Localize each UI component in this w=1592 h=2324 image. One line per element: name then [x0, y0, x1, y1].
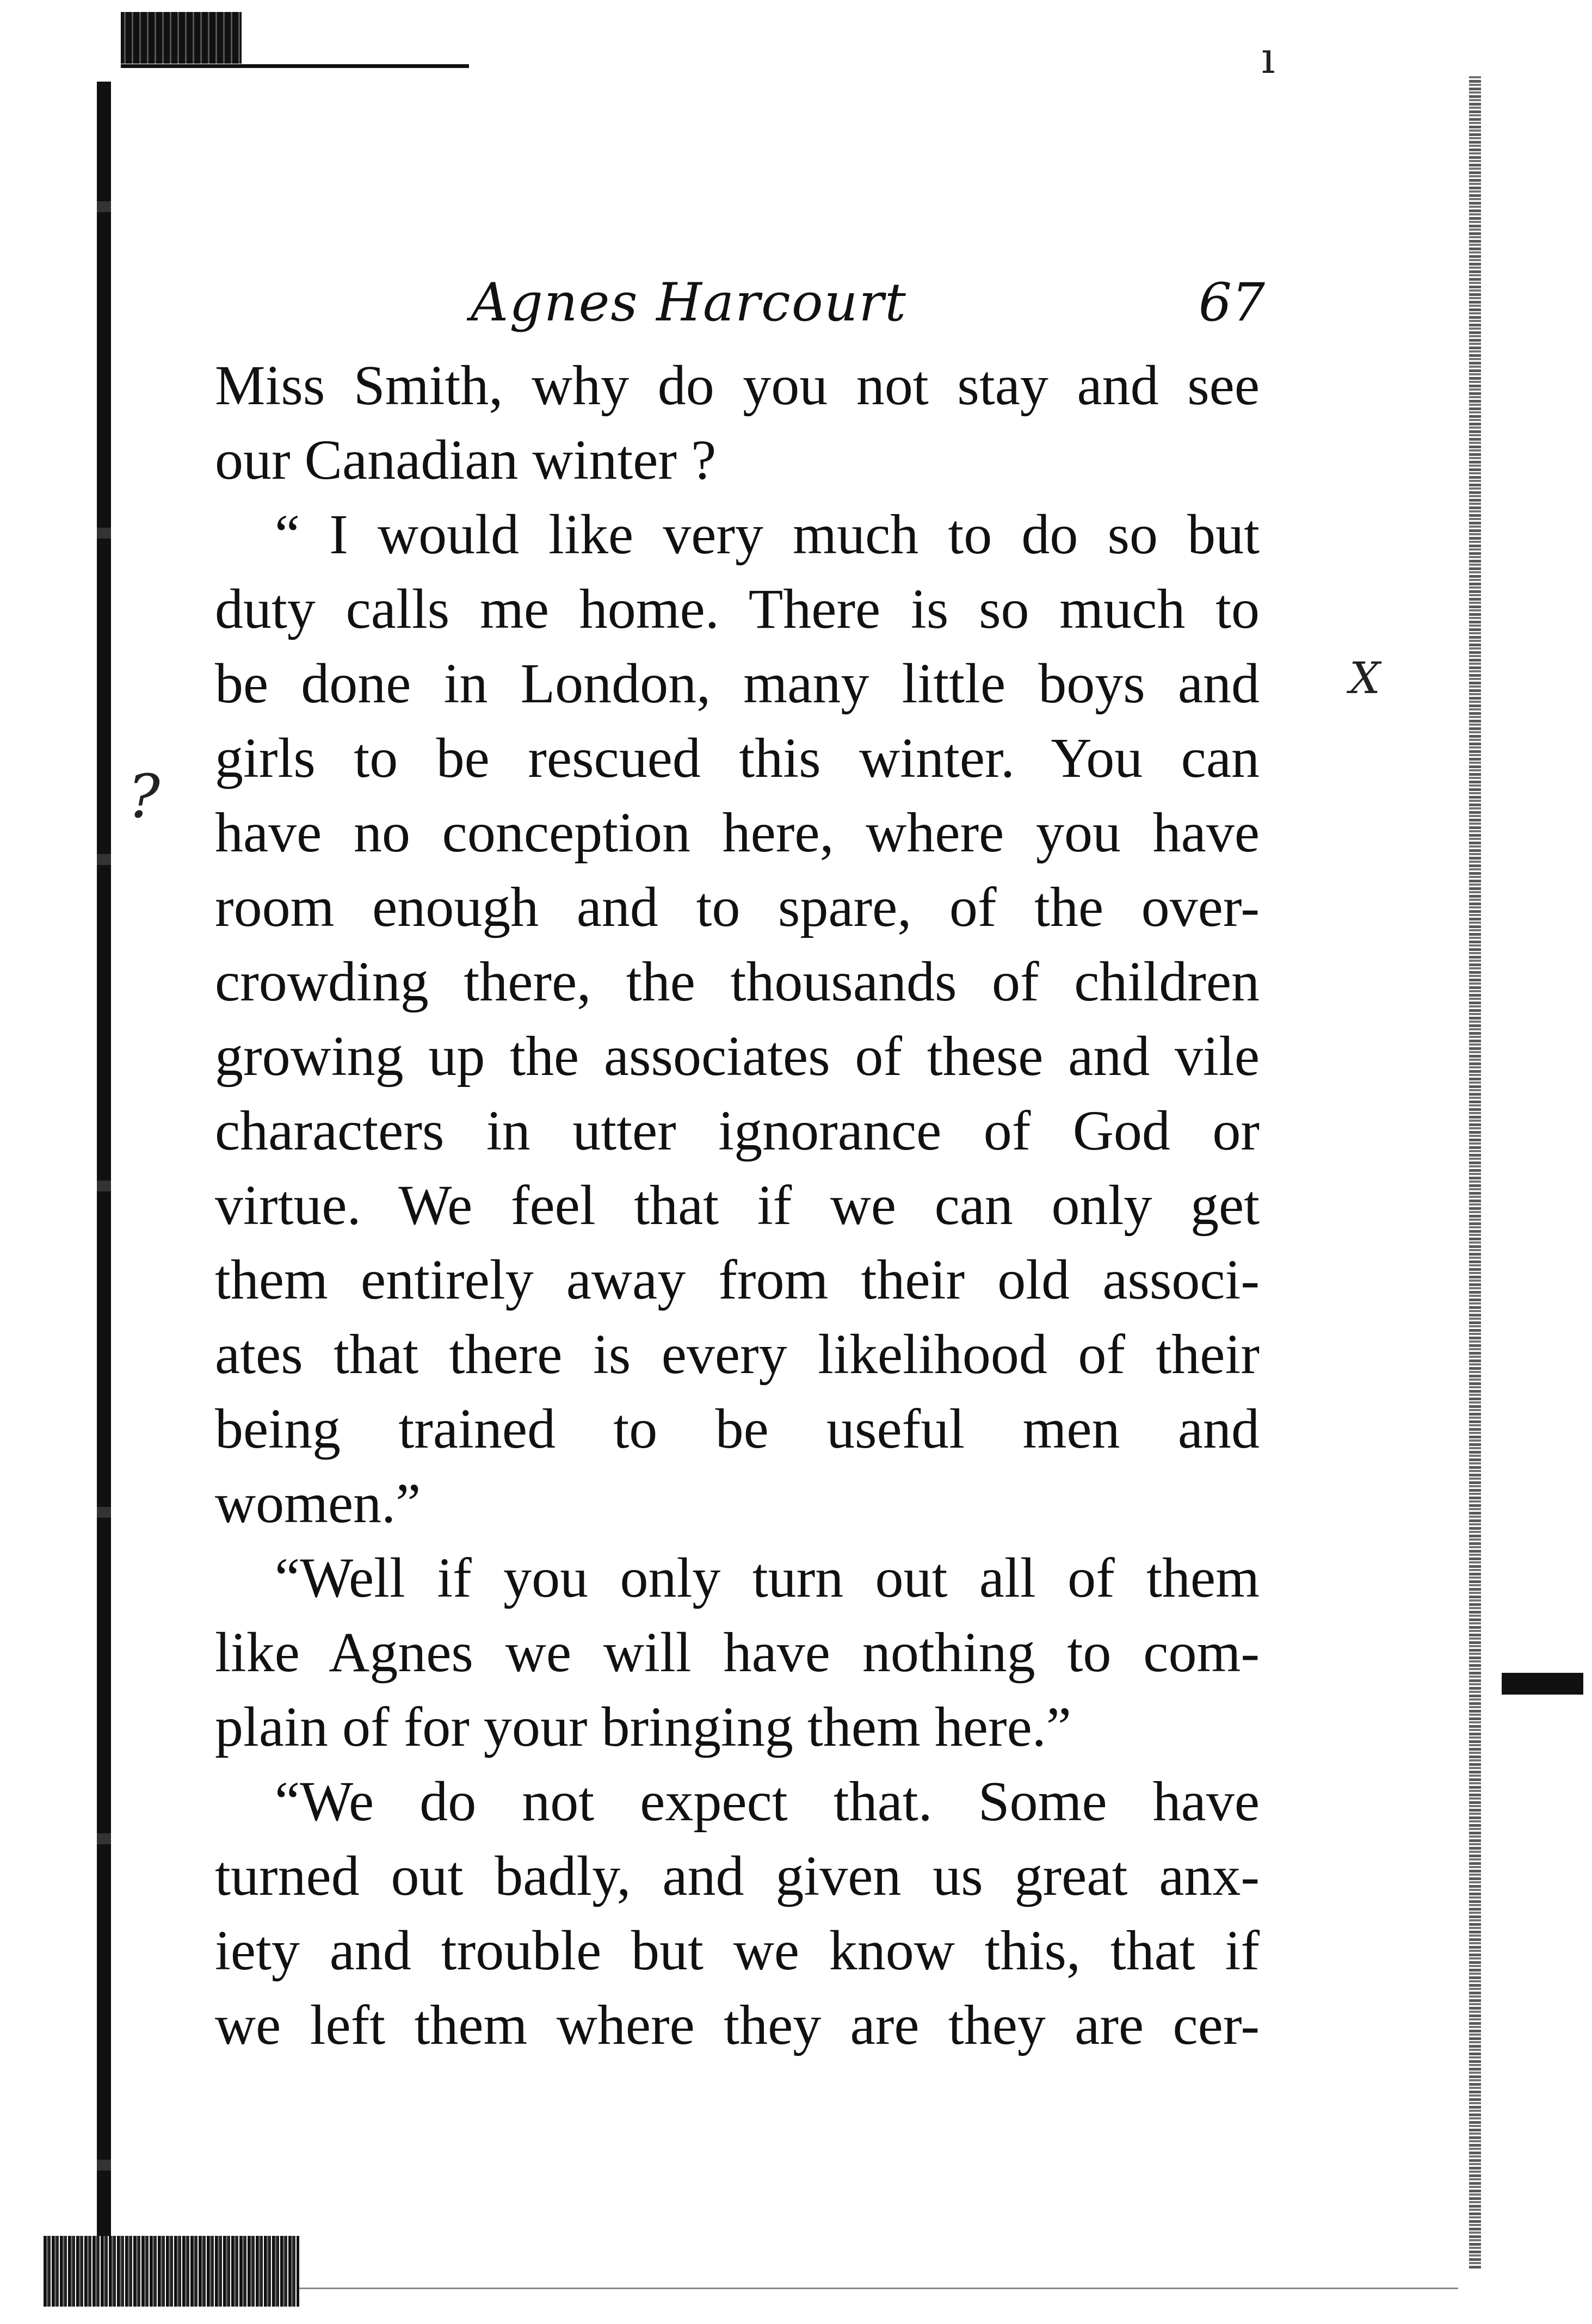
text-line: like Agnes we will have nothing to com-: [215, 1621, 1260, 1684]
text-line: room enough and to spare, of the over-: [215, 876, 1260, 938]
text-line: plain of for your bringing them here.”: [215, 1696, 1071, 1758]
text-line: our Canadian winter ?: [215, 429, 717, 491]
text-line: ates that there is every likelihood of their: [215, 1323, 1260, 1386]
text-line: be done in London, many little boys and: [215, 652, 1260, 715]
body-text: [215, 348, 1260, 2062]
running-title: Agnes Harcourt: [471, 272, 907, 333]
text-line: Miss Smith, why do you not stay and see: [215, 354, 1260, 417]
text-line: “Well if you only turn out all of them: [275, 1547, 1260, 1609]
scan-artifact-top-rule: [121, 64, 469, 68]
text-line: growing up the associates of these and vile: [215, 1025, 1260, 1087]
text-line: virtue. We feel that if we can only get: [215, 1174, 1260, 1237]
text-line: iety and trouble but we know this, that if: [215, 1919, 1260, 1982]
text-line: women.”: [215, 1472, 421, 1535]
margin-mark-right: X: [1349, 653, 1380, 703]
page-number: 67: [1198, 272, 1265, 333]
scan-artifact-bottom-block: [44, 2236, 299, 2307]
scan-artifact-right-border: [1469, 76, 1481, 2269]
text-line: crowding there, the thousands of children: [215, 950, 1260, 1013]
scan-artifact-left-bar: [97, 82, 111, 2274]
text-line: turned out badly, and given us great anx-: [215, 1845, 1260, 1907]
text-line: “We do not expect that. Some have: [275, 1770, 1260, 1833]
scan-artifact-bottom-rule: [299, 2288, 1458, 2289]
text-line: “ I would like very much to do so but: [275, 503, 1260, 566]
text-line: have no conception here, where you have: [215, 801, 1260, 864]
margin-mark-left: ?: [128, 762, 160, 831]
stray-mark-top-right: ı: [1261, 33, 1275, 83]
text-line: we left them where they are they are cer-: [215, 1994, 1260, 2056]
scan-artifact-right-tab: [1502, 1673, 1583, 1695]
book-page: [215, 256, 1265, 2062]
text-line: characters in utter ignorance of God or: [215, 1099, 1260, 1162]
scan-artifact-top-block: [121, 12, 242, 64]
text-line: being trained to be useful men and: [215, 1398, 1260, 1460]
text-line: them entirely away from their old associ-: [215, 1248, 1260, 1311]
text-line: girls to be rescued this winter. You can: [215, 727, 1260, 789]
text-line: duty calls me home. There is so much to: [215, 578, 1260, 640]
page-header: [215, 256, 1265, 343]
